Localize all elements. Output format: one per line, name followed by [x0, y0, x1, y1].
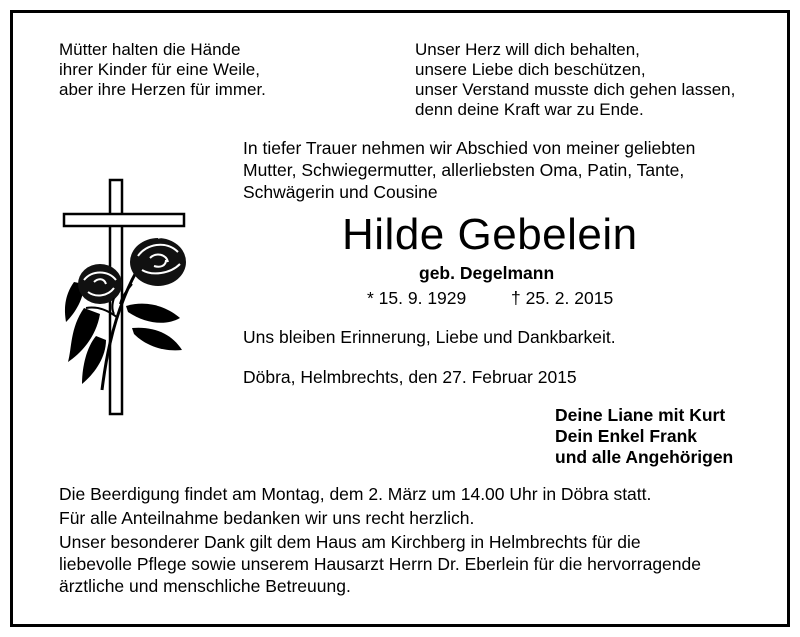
poem-left-line-1: Mütter halten die Hände	[59, 40, 241, 59]
signatory-line-2: Dein Enkel Frank	[555, 426, 697, 446]
intro-line-2: Mutter, Schwiegermutter, allerliebsten Oma, Patin, Tante,	[243, 160, 685, 180]
poem-left-line-3: aber ihre Herzen für immer.	[59, 80, 266, 99]
poem-right-line-2: unsere Liebe dich beschützen,	[415, 60, 646, 79]
funeral-notice: Die Beerdigung findet am Montag, dem 2. März um 14.00 Uhr in Döbra statt.	[59, 484, 652, 504]
intro-line-1: In tiefer Trauer nehmen wir Abschied von meiner geliebten	[243, 138, 696, 158]
special-thanks-line-3: ärztliche und menschliche Betreuung.	[59, 576, 351, 596]
poem-left-line-2: ihrer Kinder für eine Weile,	[59, 60, 260, 79]
special-thanks-line-2: liebevolle Pflege sowie unserem Hausarzt Herrn Dr. Eberlein für die hervorragende	[59, 554, 701, 574]
deceased-name: Hilde Gebelein	[342, 210, 638, 259]
signatory-line-3: und alle Angehörigen	[555, 447, 734, 467]
signatory-line-1: Deine Liane mit Kurt	[555, 405, 726, 425]
special-thanks-line-1: Unser besonderer Dank gilt dem Haus am Kirchberg in Helmbrechts für die	[59, 532, 641, 552]
poem-right-line-4: denn deine Kraft war zu Ende.	[415, 100, 644, 119]
maiden-name: geb. Degelmann	[419, 263, 555, 283]
poem-right-line-1: Unser Herz will dich behalten,	[415, 40, 640, 59]
cross-with-rose-icon	[62, 178, 202, 418]
birth-date: * 15. 9. 1929	[367, 288, 467, 308]
memory-line: Uns bleiben Erinnerung, Liebe und Dankbarkeit.	[243, 327, 616, 347]
intro-line-3: Schwägerin und Cousine	[243, 182, 438, 202]
place-date: Döbra, Helmbrechts, den 27. Februar 2015	[243, 367, 577, 387]
poem-right-line-3: unser Verstand musste dich gehen lassen,	[415, 80, 736, 99]
death-date: † 25. 2. 2015	[511, 288, 614, 308]
thanks-notice: Für alle Anteilnahme bedanken wir uns recht herzlich.	[59, 508, 475, 528]
